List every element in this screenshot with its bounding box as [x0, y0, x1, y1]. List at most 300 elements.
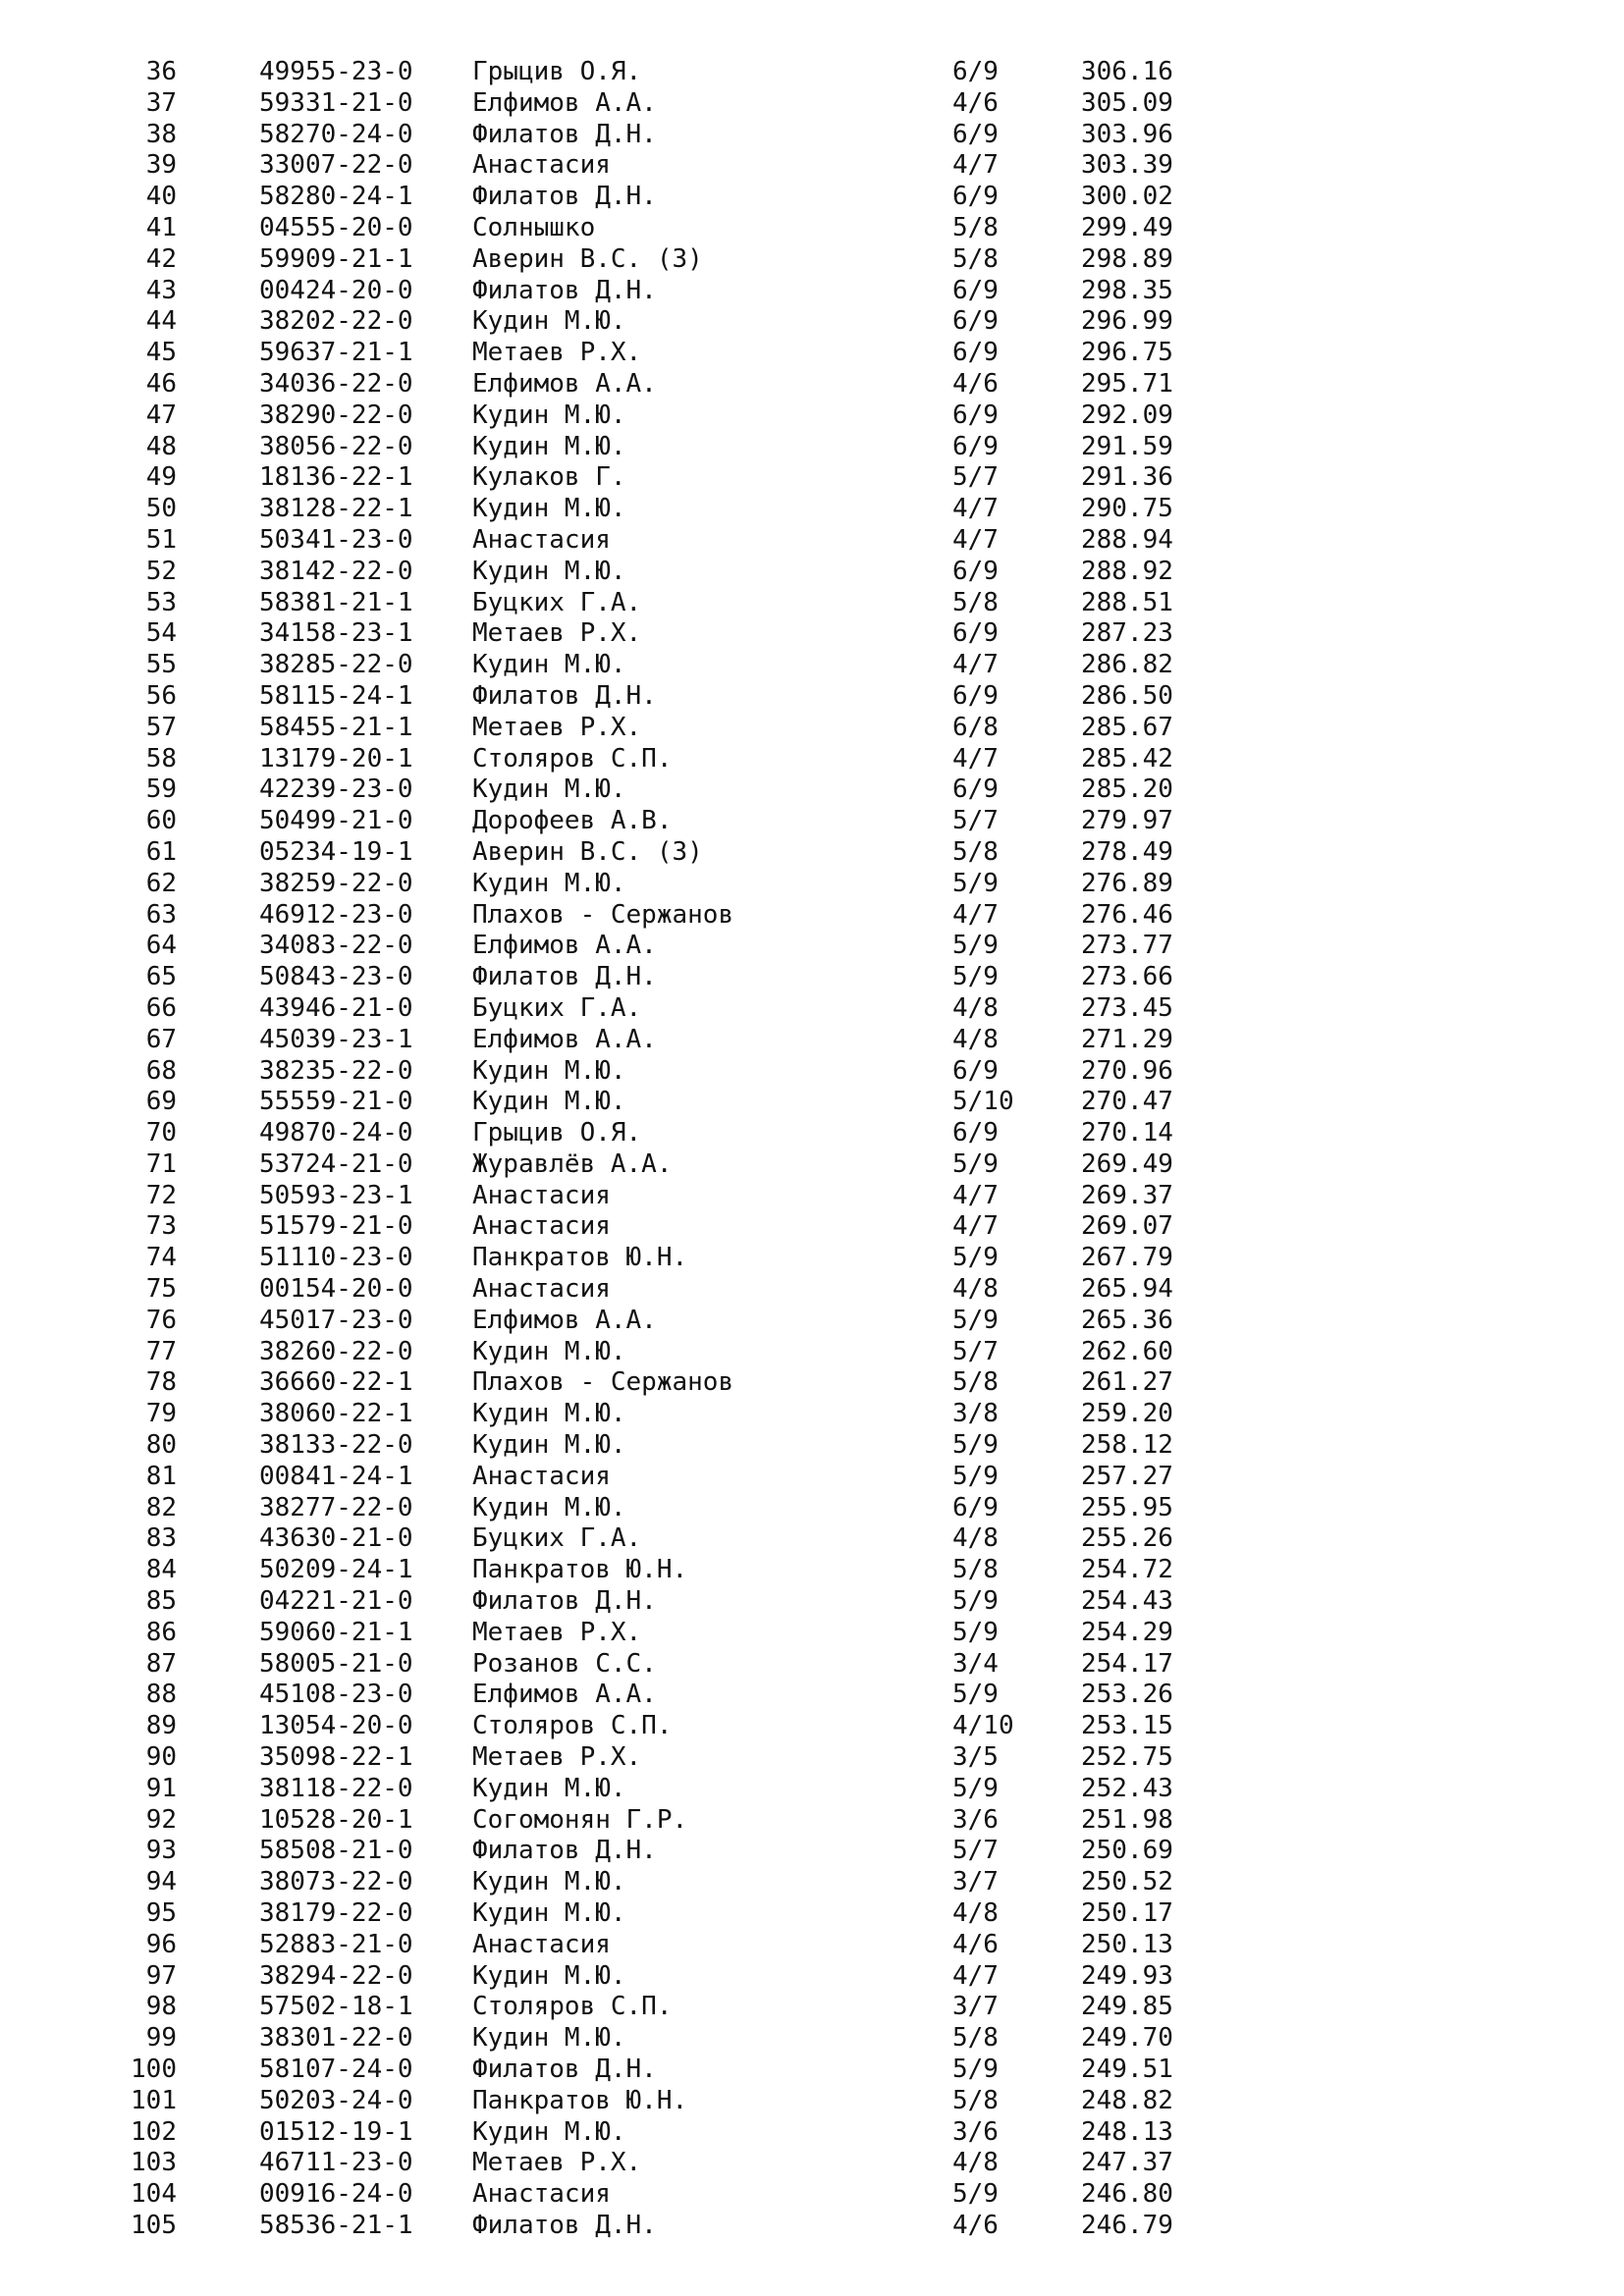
table-row — [0, 1742, 1624, 1774]
table-row — [0, 1337, 1624, 1368]
value-cell: 290.75 — [1081, 494, 1173, 524]
value-cell: 295.71 — [1081, 368, 1173, 399]
name-cell: Солнышко — [472, 212, 596, 242]
score-cell: 4/6 — [952, 368, 999, 399]
id-cell: 38142-22-0 — [259, 556, 413, 586]
score-cell: 4/6 — [952, 1929, 999, 1959]
id-cell: 49955-23-0 — [259, 57, 413, 86]
name-cell: Плахов - Сержанов — [472, 1367, 734, 1398]
score-cell: 5/9 — [952, 931, 999, 961]
rank-cell: 90 — [145, 1742, 177, 1773]
name-cell: Анастасия — [472, 150, 611, 181]
table-row — [0, 276, 1624, 307]
table-row — [0, 2117, 1624, 2149]
id-cell: 43946-21-0 — [259, 992, 413, 1023]
table-row — [0, 1181, 1624, 1212]
rank-cell: 70 — [145, 1118, 177, 1148]
name-cell: Кудин М.Ю. — [472, 306, 626, 337]
value-cell: 255.26 — [1081, 1523, 1173, 1554]
value-cell: 305.09 — [1081, 87, 1173, 118]
score-cell: 5/8 — [952, 1367, 999, 1398]
rank-cell: 100 — [131, 2055, 177, 2084]
name-cell: Грыцив О.Я. — [472, 1118, 642, 1148]
rank-cell: 83 — [145, 1523, 177, 1554]
name-cell: Буцких Г.А. — [472, 1523, 642, 1554]
rank-cell: 79 — [145, 1399, 177, 1429]
value-cell: 271.29 — [1081, 1024, 1173, 1054]
id-cell: 45108-23-0 — [259, 1680, 413, 1710]
value-cell: 259.20 — [1081, 1399, 1173, 1429]
rank-cell: 48 — [145, 431, 177, 461]
score-cell: 4/7 — [952, 1180, 999, 1210]
value-cell: 273.77 — [1081, 931, 1173, 961]
value-cell: 273.45 — [1081, 992, 1173, 1023]
value-cell: 299.49 — [1081, 212, 1173, 242]
id-cell: 05234-19-1 — [259, 836, 413, 867]
score-cell: 6/9 — [952, 1118, 999, 1148]
score-cell: 5/9 — [952, 2055, 999, 2084]
value-cell: 269.07 — [1081, 1211, 1173, 1242]
table-row — [0, 588, 1624, 619]
table-row — [0, 1992, 1624, 2023]
name-cell: Кудин М.Ю. — [472, 1898, 626, 1929]
rank-cell: 92 — [145, 1804, 177, 1835]
rank-cell: 103 — [131, 2148, 177, 2178]
rank-cell: 53 — [145, 587, 177, 617]
id-cell: 38202-22-0 — [259, 306, 413, 337]
table-row — [0, 1399, 1624, 1430]
score-cell: 4/8 — [952, 1523, 999, 1554]
score-cell: 6/9 — [952, 400, 999, 430]
name-cell: Кудин М.Ю. — [472, 1399, 626, 1429]
rank-cell: 51 — [145, 524, 177, 555]
name-cell: Филатов Д.Н. — [472, 2055, 657, 2084]
value-cell: 250.17 — [1081, 1898, 1173, 1929]
name-cell: Елфимов А.А. — [472, 1024, 657, 1054]
score-cell: 5/10 — [952, 1087, 1014, 1117]
value-cell: 269.37 — [1081, 1180, 1173, 1210]
name-cell: Метаев Р.Х. — [472, 338, 642, 368]
id-cell: 50209-24-1 — [259, 1555, 413, 1585]
table-row — [0, 1243, 1624, 1274]
id-cell: 34083-22-0 — [259, 931, 413, 961]
name-cell: Анастасия — [472, 1929, 611, 1959]
score-cell: 4/8 — [952, 1898, 999, 1929]
value-cell: 265.94 — [1081, 1274, 1173, 1305]
score-cell: 5/9 — [952, 868, 999, 898]
id-cell: 38301-22-0 — [259, 2023, 413, 2054]
id-cell: 42239-23-0 — [259, 774, 413, 805]
table-row — [0, 1961, 1624, 1993]
name-cell: Анастасия — [472, 1461, 611, 1491]
name-cell: Кудин М.Ю. — [472, 2116, 626, 2147]
table-row — [0, 1774, 1624, 1805]
table-row — [0, 993, 1624, 1025]
rank-cell: 71 — [145, 1148, 177, 1179]
id-cell: 59331-21-0 — [259, 87, 413, 118]
name-cell: Кудин М.Ю. — [472, 1087, 626, 1117]
id-cell: 38179-22-0 — [259, 1898, 413, 1929]
rank-cell: 98 — [145, 1992, 177, 2022]
rank-cell: 87 — [145, 1648, 177, 1679]
score-cell: 5/7 — [952, 806, 999, 836]
value-cell: 273.66 — [1081, 962, 1173, 992]
value-cell: 269.49 — [1081, 1148, 1173, 1179]
value-cell: 298.89 — [1081, 243, 1173, 274]
table-row — [0, 1680, 1624, 1711]
score-cell: 6/9 — [952, 338, 999, 368]
rank-cell: 72 — [145, 1180, 177, 1210]
id-cell: 45039-23-1 — [259, 1024, 413, 1054]
rank-cell: 66 — [145, 992, 177, 1023]
id-cell: 50203-24-0 — [259, 2085, 413, 2115]
table-row — [0, 1306, 1624, 1337]
score-cell: 6/9 — [952, 182, 999, 212]
id-cell: 58115-24-1 — [259, 680, 413, 711]
table-row — [0, 2055, 1624, 2086]
rank-cell: 56 — [145, 680, 177, 711]
rank-cell: 40 — [145, 182, 177, 212]
id-cell: 58381-21-1 — [259, 587, 413, 617]
id-cell: 50843-23-0 — [259, 962, 413, 992]
id-cell: 38073-22-0 — [259, 1867, 413, 1897]
score-cell: 6/9 — [952, 1492, 999, 1522]
score-cell: 3/4 — [952, 1648, 999, 1679]
table-row — [0, 1930, 1624, 1961]
table-row — [0, 806, 1624, 837]
rank-cell: 86 — [145, 1617, 177, 1647]
rank-cell: 44 — [145, 306, 177, 337]
value-cell: 296.99 — [1081, 306, 1173, 337]
score-cell: 5/8 — [952, 836, 999, 867]
value-cell: 285.20 — [1081, 774, 1173, 805]
table-row — [0, 369, 1624, 400]
value-cell: 285.42 — [1081, 743, 1173, 774]
id-cell: 38056-22-0 — [259, 431, 413, 461]
score-cell: 5/7 — [952, 462, 999, 493]
rank-cell: 41 — [145, 212, 177, 242]
table-row — [0, 432, 1624, 463]
name-cell: Кудин М.Ю. — [472, 1336, 626, 1366]
name-cell: Филатов Д.Н. — [472, 1836, 657, 1866]
table-row — [0, 150, 1624, 182]
name-cell: Столяров С.П. — [472, 1992, 673, 2022]
score-cell: 5/8 — [952, 2023, 999, 2054]
rank-cell: 75 — [145, 1274, 177, 1305]
value-cell: 246.79 — [1081, 2210, 1173, 2240]
table-row — [0, 557, 1624, 588]
rank-cell: 49 — [145, 462, 177, 493]
score-cell: 5/9 — [952, 1305, 999, 1335]
score-cell: 4/7 — [952, 150, 999, 181]
value-cell: 265.36 — [1081, 1305, 1173, 1335]
rank-cell: 78 — [145, 1367, 177, 1398]
name-cell: Кудин М.Ю. — [472, 494, 626, 524]
name-cell: Кулаков Г. — [472, 462, 626, 493]
rank-cell: 93 — [145, 1836, 177, 1866]
score-cell: 4/7 — [952, 899, 999, 930]
rank-cell: 99 — [145, 2023, 177, 2054]
id-cell: 33007-22-0 — [259, 150, 413, 181]
results-table — [0, 57, 1624, 2242]
value-cell: 249.70 — [1081, 2023, 1173, 2054]
score-cell: 4/6 — [952, 2210, 999, 2240]
id-cell: 51110-23-0 — [259, 1243, 413, 1273]
score-cell: 5/9 — [952, 1586, 999, 1617]
name-cell: Согомонян Г.Р. — [472, 1804, 688, 1835]
score-cell: 5/9 — [952, 1430, 999, 1461]
score-cell: 4/7 — [952, 1211, 999, 1242]
score-cell: 6/9 — [952, 618, 999, 649]
score-cell: 4/8 — [952, 992, 999, 1023]
name-cell: Кудин М.Ю. — [472, 1960, 626, 1991]
name-cell: Кудин М.Ю. — [472, 1773, 626, 1803]
rank-cell: 64 — [145, 931, 177, 961]
name-cell: Кудин М.Ю. — [472, 1430, 626, 1461]
score-cell: 3/6 — [952, 1804, 999, 1835]
value-cell: 250.52 — [1081, 1867, 1173, 1897]
rank-cell: 37 — [145, 87, 177, 118]
score-cell: 3/5 — [952, 1742, 999, 1773]
rank-cell: 84 — [145, 1555, 177, 1585]
score-cell: 5/7 — [952, 1336, 999, 1366]
id-cell: 46711-23-0 — [259, 2148, 413, 2178]
value-cell: 276.46 — [1081, 899, 1173, 930]
rank-cell: 80 — [145, 1430, 177, 1461]
name-cell: Филатов Д.Н. — [472, 275, 657, 305]
id-cell: 00916-24-0 — [259, 2179, 413, 2210]
id-cell: 35098-22-1 — [259, 1742, 413, 1773]
rank-cell: 42 — [145, 243, 177, 274]
name-cell: Кудин М.Ю. — [472, 774, 626, 805]
name-cell: Метаев Р.Х. — [472, 1742, 642, 1773]
score-cell: 4/7 — [952, 494, 999, 524]
table-row — [0, 57, 1624, 88]
name-cell: Анастасия — [472, 1180, 611, 1210]
name-cell: Филатов Д.Н. — [472, 680, 657, 711]
value-cell: 270.47 — [1081, 1087, 1173, 1117]
id-cell: 59637-21-1 — [259, 338, 413, 368]
value-cell: 254.29 — [1081, 1617, 1173, 1647]
id-cell: 52883-21-0 — [259, 1929, 413, 1959]
score-cell: 4/7 — [952, 1960, 999, 1991]
id-cell: 59909-21-1 — [259, 243, 413, 274]
value-cell: 276.89 — [1081, 868, 1173, 898]
id-cell: 46912-23-0 — [259, 899, 413, 930]
name-cell: Елфимов А.А. — [472, 1680, 657, 1710]
table-row — [0, 1867, 1624, 1898]
score-cell: 5/9 — [952, 1148, 999, 1179]
id-cell: 55559-21-0 — [259, 1087, 413, 1117]
score-cell: 6/9 — [952, 57, 999, 86]
id-cell: 36660-22-1 — [259, 1367, 413, 1398]
score-cell: 5/9 — [952, 962, 999, 992]
value-cell: 249.85 — [1081, 1992, 1173, 2022]
table-row — [0, 2179, 1624, 2211]
table-row — [0, 213, 1624, 244]
table-row — [0, 88, 1624, 120]
name-cell: Анастасия — [472, 524, 611, 555]
rank-cell: 45 — [145, 338, 177, 368]
name-cell: Елфимов А.А. — [472, 931, 657, 961]
name-cell: Буцких Г.А. — [472, 587, 642, 617]
name-cell: Метаев Р.Х. — [472, 712, 642, 742]
table-row — [0, 744, 1624, 775]
rank-cell: 102 — [131, 2116, 177, 2147]
table-row — [0, 462, 1624, 494]
table-row — [0, 120, 1624, 151]
name-cell: Панкратов Ю.Н. — [472, 2085, 688, 2115]
rank-cell: 43 — [145, 275, 177, 305]
score-cell: 5/9 — [952, 1773, 999, 1803]
id-cell: 00154-20-0 — [259, 1274, 413, 1305]
value-cell: 253.26 — [1081, 1680, 1173, 1710]
rank-cell: 68 — [145, 1055, 177, 1086]
id-cell: 50593-23-1 — [259, 1180, 413, 1210]
rank-cell: 88 — [145, 1680, 177, 1710]
score-cell: 6/9 — [952, 275, 999, 305]
id-cell: 45017-23-0 — [259, 1305, 413, 1335]
rank-cell: 96 — [145, 1929, 177, 1959]
rank-cell: 47 — [145, 400, 177, 430]
rank-cell: 74 — [145, 1243, 177, 1273]
id-cell: 34036-22-0 — [259, 368, 413, 399]
value-cell: 278.49 — [1081, 836, 1173, 867]
value-cell: 279.97 — [1081, 806, 1173, 836]
value-cell: 249.51 — [1081, 2055, 1173, 2084]
value-cell: 255.95 — [1081, 1492, 1173, 1522]
value-cell: 270.96 — [1081, 1055, 1173, 1086]
score-cell: 4/10 — [952, 1711, 1014, 1741]
id-cell: 38118-22-0 — [259, 1773, 413, 1803]
id-cell: 38235-22-0 — [259, 1055, 413, 1086]
id-cell: 58005-21-0 — [259, 1648, 413, 1679]
name-cell: Метаев Р.Х. — [472, 618, 642, 649]
score-cell: 4/7 — [952, 524, 999, 555]
table-row — [0, 2211, 1624, 2242]
name-cell: Кудин М.Ю. — [472, 400, 626, 430]
name-cell: Филатов Д.Н. — [472, 119, 657, 149]
score-cell: 6/9 — [952, 119, 999, 149]
score-cell: 5/8 — [952, 587, 999, 617]
id-cell: 01512-19-1 — [259, 2116, 413, 2147]
name-cell: Аверин В.С. (З) — [472, 836, 703, 867]
score-cell: 6/9 — [952, 680, 999, 711]
id-cell: 58107-24-0 — [259, 2055, 413, 2084]
score-cell: 5/8 — [952, 243, 999, 274]
rank-cell: 61 — [145, 836, 177, 867]
id-cell: 49870-24-0 — [259, 1118, 413, 1148]
table-row — [0, 900, 1624, 932]
id-cell: 38060-22-1 — [259, 1399, 413, 1429]
rank-cell: 76 — [145, 1305, 177, 1335]
name-cell: Филатов Д.Н. — [472, 182, 657, 212]
name-cell: Журавлёв А.А. — [472, 1148, 673, 1179]
value-cell: 250.69 — [1081, 1836, 1173, 1866]
score-cell: 5/8 — [952, 1555, 999, 1585]
score-cell: 3/7 — [952, 1992, 999, 2022]
table-row — [0, 1586, 1624, 1618]
name-cell: Филатов Д.Н. — [472, 2210, 657, 2240]
name-cell: Столяров С.П. — [472, 743, 673, 774]
value-cell: 251.98 — [1081, 1804, 1173, 1835]
table-row — [0, 1087, 1624, 1118]
rank-cell: 39 — [145, 150, 177, 181]
rank-cell: 55 — [145, 650, 177, 680]
score-cell: 6/9 — [952, 774, 999, 805]
value-cell: 250.13 — [1081, 1929, 1173, 1959]
id-cell: 38285-22-0 — [259, 650, 413, 680]
table-row — [0, 1711, 1624, 1742]
rank-cell: 36 — [145, 57, 177, 86]
name-cell: Филатов Д.Н. — [472, 962, 657, 992]
name-cell: Панкратов Ю.Н. — [472, 1555, 688, 1585]
table-row — [0, 869, 1624, 900]
id-cell: 04555-20-0 — [259, 212, 413, 242]
name-cell: Дорофеев А.В. — [472, 806, 673, 836]
table-row — [0, 338, 1624, 369]
value-cell: 252.75 — [1081, 1742, 1173, 1773]
score-cell: 6/8 — [952, 712, 999, 742]
rank-cell: 50 — [145, 494, 177, 524]
value-cell: 262.60 — [1081, 1336, 1173, 1366]
table-row — [0, 837, 1624, 869]
name-cell: Аверин В.С. (З) — [472, 243, 703, 274]
value-cell: 247.37 — [1081, 2148, 1173, 2178]
id-cell: 38277-22-0 — [259, 1492, 413, 1522]
score-cell: 3/8 — [952, 1399, 999, 1429]
score-cell: 5/9 — [952, 1243, 999, 1273]
rank-cell: 38 — [145, 119, 177, 149]
rank-cell: 58 — [145, 743, 177, 774]
value-cell: 296.75 — [1081, 338, 1173, 368]
id-cell: 38259-22-0 — [259, 868, 413, 898]
score-cell: 5/8 — [952, 2085, 999, 2115]
value-cell: 292.09 — [1081, 400, 1173, 430]
score-cell: 4/7 — [952, 743, 999, 774]
id-cell: 34158-23-1 — [259, 618, 413, 649]
rank-cell: 105 — [131, 2210, 177, 2240]
id-cell: 38133-22-0 — [259, 1430, 413, 1461]
name-cell: Кудин М.Ю. — [472, 2023, 626, 2054]
value-cell: 246.80 — [1081, 2179, 1173, 2210]
name-cell: Кудин М.Ю. — [472, 868, 626, 898]
value-cell: 287.23 — [1081, 618, 1173, 649]
value-cell: 291.59 — [1081, 431, 1173, 461]
name-cell: Анастасия — [472, 1211, 611, 1242]
score-cell: 4/8 — [952, 2148, 999, 2178]
name-cell: Розанов С.С. — [472, 1648, 657, 1679]
value-cell: 298.35 — [1081, 275, 1173, 305]
table-row — [0, 400, 1624, 432]
rank-cell: 95 — [145, 1898, 177, 1929]
score-cell: 3/6 — [952, 2116, 999, 2147]
name-cell: Елфимов А.А. — [472, 1305, 657, 1335]
id-cell: 58280-24-1 — [259, 182, 413, 212]
table-row — [0, 2023, 1624, 2055]
table-row — [0, 774, 1624, 806]
id-cell: 13179-20-1 — [259, 743, 413, 774]
name-cell: Елфимов А.А. — [472, 87, 657, 118]
table-row — [0, 525, 1624, 557]
table-row — [0, 1649, 1624, 1681]
name-cell: Буцких Г.А. — [472, 992, 642, 1023]
id-cell: 59060-21-1 — [259, 1617, 413, 1647]
name-cell: Плахов - Сержанов — [472, 899, 734, 930]
table-row — [0, 2086, 1624, 2117]
table-row — [0, 1493, 1624, 1524]
score-cell: 6/9 — [952, 306, 999, 337]
